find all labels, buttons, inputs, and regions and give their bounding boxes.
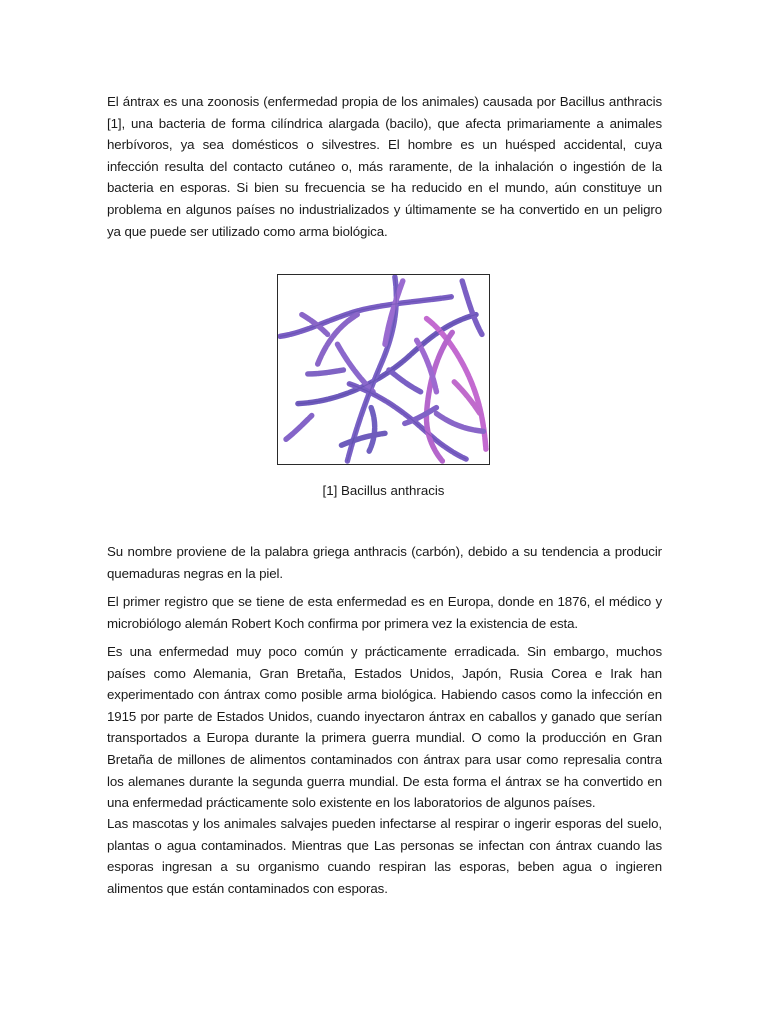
bacillus-anthracis-image — [277, 274, 490, 465]
paragraph-transmission: Las mascotas y los animales salvajes pueden infectarse al respirar o ingerir esporas del suelo, plantas o agua contaminados. Mientras que Las personas se infectan con ántrax cuando las esporas ingresan a su organismo cuando respiran las esporas, beben agua o ingieren alimentos que están contaminados con esporas. — [107, 816, 662, 896]
paragraph-first-record: El primer registro que se tiene de esta enfermedad es en Europa, donde en 1876, el médico y microbiólogo alemán Robert Koch confirma por primera vez la existencia de esta. — [107, 594, 662, 631]
paragraph-intro: El ántrax es una zoonosis (enfermedad propia de los animales) causada por Bacillus anthracis [1], una bacteria de forma cilíndrica alargada (bacilo), que afecta primariamente a animales herbívoros, ya sea domésticos o silvestres. El hombre es un huésped accidental, cuya infección resulta del contacto cutáneo o, más raramente, de la inhalación o ingestión de la bacteria en esporas. Si bien su frecuencia se ha reducido en el mundo, aún constituye un problema en algunos países no industrializados y últimamente se ha convertido en un peligro ya que puede ser utilizado como arma biológica. — [107, 94, 662, 239]
paragraph-biological-weapon: Es una enfermedad muy poco común y prácticamente erradicada. Sin embargo, muchos países como Alemania, Gran Bretaña, Estados Unidos, Japón, Rusia Corea e Irak han experimentado con ántrax como posible arma biológica. Habiendo casos como la infección en 1915 por parte de Estados Unidos, cuando inyectaron ántrax en caballos y ganado que serían transportados a Europa durante la primera guerra mundial. O como la producción en Gran Bretaña de millones de alimentos contaminados con ántrax para usar como represalia contra los alemanes durante la segunda guerra mundial. De esta forma el ántrax se ha convertido en una enfermedad prácticamente solo existente en los laboratorios de algunos países. — [107, 644, 662, 811]
paragraph-name-origin: Su nombre proviene de la palabra griega anthracis (carbón), debido a su tendencia a producir quemaduras negras en la piel. — [107, 544, 662, 581]
bacteria-illustration — [278, 275, 489, 464]
figure-caption: [1] Bacillus anthracis — [322, 483, 445, 498]
